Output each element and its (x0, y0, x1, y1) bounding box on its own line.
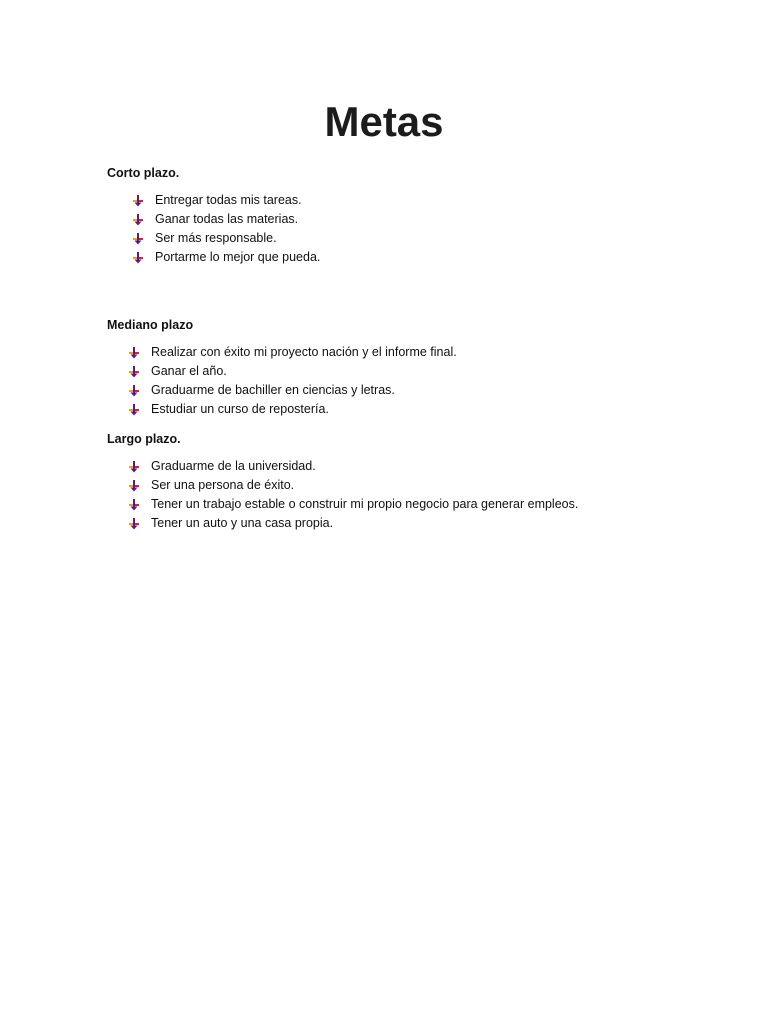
list-item (132, 210, 320, 229)
list-item (128, 362, 457, 381)
list-item-text: Realizar con éxito mi proyecto nación y el informe final. (151, 345, 457, 359)
list-item (128, 400, 457, 419)
list-item (132, 191, 320, 210)
list-item (128, 514, 578, 533)
list-item-text: Ser una persona de éxito. (151, 478, 295, 492)
list-item-text: Ganar el año. (151, 364, 227, 378)
arrow-down-icon (128, 347, 140, 359)
list-item-text: Portarme lo mejor que pueda. (155, 250, 321, 264)
arrow-down-icon (128, 480, 140, 492)
arrow-down-icon (132, 233, 144, 245)
list-item (132, 229, 320, 248)
list-item (128, 343, 457, 362)
page-title: Metas (324, 98, 444, 145)
section-heading-corto-plazo: Corto plazo. (107, 166, 180, 180)
section-heading-mediano-plazo: Mediano plazo (107, 318, 194, 332)
list-item-text: Tener un auto y una casa propia. (151, 516, 334, 530)
list-item (128, 381, 457, 400)
list-item-text: Graduarme de la universidad. (151, 459, 316, 473)
arrow-down-icon (128, 499, 140, 511)
arrow-down-icon (132, 195, 144, 207)
list-item-text: Estudiar un curso de repostería. (151, 402, 329, 416)
list-item (128, 457, 578, 476)
list-item-text: Tener un trabajo estable o construir mi propio negocio para generar empleos. (151, 497, 579, 511)
list-item (132, 248, 320, 267)
list-item-text: Entregar todas mis tareas. (155, 193, 302, 207)
goal-list-largo-plazo (128, 457, 578, 533)
arrow-down-icon (132, 214, 144, 226)
list-item-text: Ganar todas las materias. (155, 212, 299, 226)
list-item (128, 476, 578, 495)
goal-list-corto-plazo (132, 191, 320, 267)
list-item-text: Ser más responsable. (155, 231, 277, 245)
arrow-down-icon (128, 461, 140, 473)
arrow-down-icon (128, 366, 140, 378)
goal-list-mediano-plazo (128, 343, 457, 419)
arrow-down-icon (128, 518, 140, 530)
arrow-down-icon (128, 385, 140, 397)
arrow-down-icon (132, 252, 144, 264)
list-item-text: Graduarme de bachiller en ciencias y letras. (151, 383, 395, 397)
arrow-down-icon (128, 404, 140, 416)
section-heading-largo-plazo: Largo plazo. (107, 432, 181, 446)
list-item (128, 495, 578, 514)
